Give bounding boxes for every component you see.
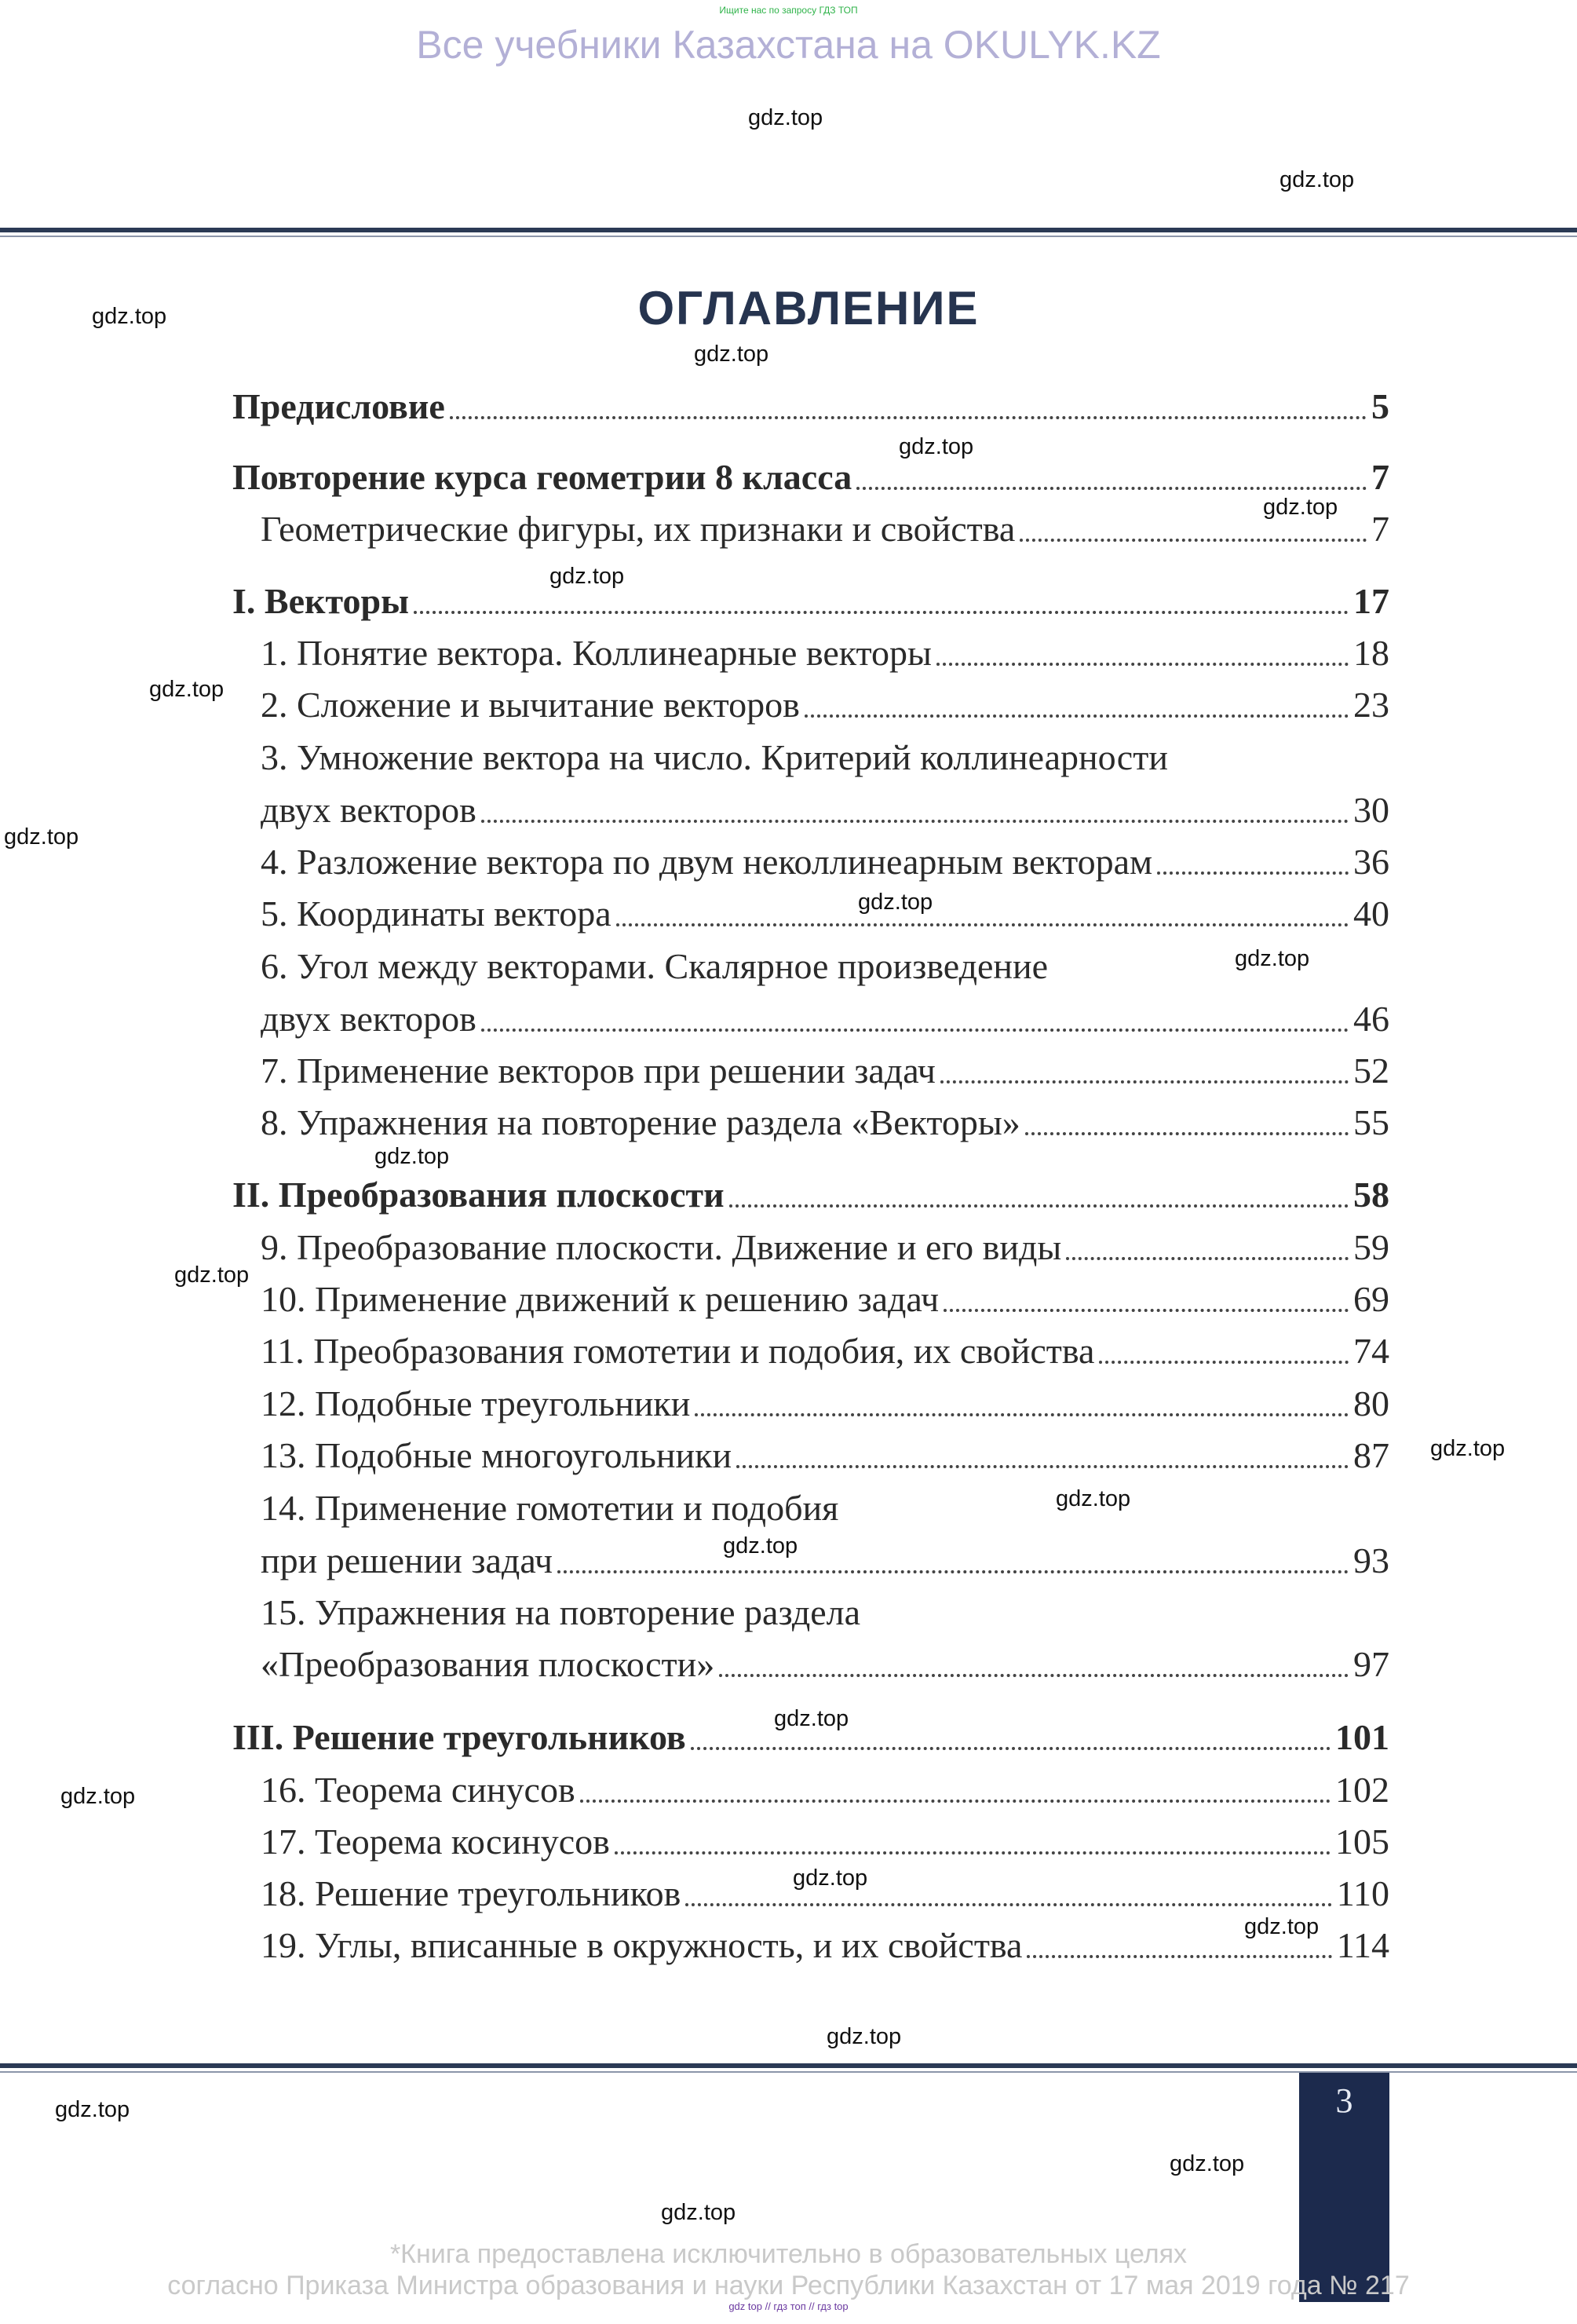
toc-entry[interactable]	[261, 788, 1389, 832]
toc-entry-title: 19. Углы, вписанные в окружность, и их свойства	[261, 1925, 1023, 1965]
watermark-text: gdz.top	[174, 1262, 250, 1288]
toc-title: ОГЛАВЛЕНИЕ	[637, 282, 980, 334]
watermark-text: gdz.top	[1263, 495, 1338, 520]
toc-page-number: 55	[1353, 1102, 1389, 1142]
toc-page-number: 17	[1353, 581, 1389, 621]
dot-leader	[685, 1903, 1331, 1906]
watermark-text: gdz.top	[374, 1144, 450, 1169]
dot-leader	[729, 1204, 1349, 1208]
dot-leader	[736, 1465, 1349, 1468]
toc-page-number: 58	[1353, 1175, 1389, 1215]
toc-page-number: 52	[1353, 1051, 1389, 1091]
toc-entry[interactable]	[261, 1101, 1389, 1145]
toc-entry-title: 13. Подобные многоугольники	[261, 1435, 732, 1475]
toc-entry-title: 11. Преобразования гомотетии и подобия, их свойства	[261, 1331, 1095, 1371]
toc-entry-title: 7. Применение векторов при решении задач	[261, 1051, 936, 1091]
watermark-text: gdz.top	[149, 677, 225, 702]
toc-entry[interactable]	[261, 1434, 1389, 1478]
toc-entry-title: Предисловие	[232, 386, 445, 426]
dot-leader	[691, 1747, 1331, 1750]
watermark-text: gdz.top	[774, 1706, 849, 1731]
toc-entry-title: 15. Упражнения на повторение раздела	[261, 1592, 861, 1632]
watermark-text: gdz.top	[1244, 1914, 1320, 1939]
watermark-text: gdz.top	[1056, 1486, 1131, 1511]
top-rule	[0, 228, 1577, 232]
dot-leader	[481, 820, 1349, 823]
toc-page-number: 80	[1353, 1383, 1389, 1423]
toc-entry[interactable]	[232, 1173, 1389, 1217]
dot-leader	[481, 1029, 1349, 1032]
toc-page-number: 40	[1353, 893, 1389, 934]
toc-page-number: 114	[1336, 1925, 1389, 1965]
bottom-rule	[0, 2063, 1577, 2068]
toc-page-number: 69	[1353, 1279, 1389, 1319]
toc-entry-title: 8. Упражнения на повторение раздела «Векторы»	[261, 1102, 1020, 1142]
toc-page-number: 97	[1353, 1644, 1389, 1684]
toc-page-number: 46	[1353, 999, 1389, 1039]
toc-entry[interactable]	[261, 683, 1389, 727]
dot-leader	[1099, 1361, 1349, 1364]
dot-leader	[1066, 1257, 1349, 1260]
watermark-text: gdz.top	[1279, 167, 1355, 192]
toc-page-number: 102	[1335, 1770, 1389, 1810]
dot-leader	[1027, 1955, 1331, 1958]
search-hint: Ищите нас по запросу ГДЗ ТОП	[719, 5, 858, 16]
toc-page-number: 101	[1335, 1717, 1389, 1757]
toc-page-number: 110	[1336, 1873, 1389, 1913]
toc-entry-title: Повторение курса геометрии 8 класса	[232, 457, 852, 497]
watermark-text: gdz.top	[723, 1533, 798, 1558]
dot-leader	[805, 714, 1349, 718]
watermark-text: gdz.top	[1430, 1436, 1506, 1461]
watermark-text: gdz.top	[549, 564, 625, 589]
watermark-text: gdz.top	[748, 105, 823, 130]
watermark-text: gdz.top	[92, 304, 167, 329]
dot-leader	[1020, 539, 1367, 542]
toc-entry-title: 4. Разложение вектора по двум неколлинеарным векторам	[261, 842, 1153, 882]
footer-links[interactable]: gdz top // гдз топ // гдз top	[728, 2300, 849, 2312]
toc-entry-title: 18. Решение треугольников	[261, 1873, 681, 1913]
site-banner[interactable]: Все учебники Казахстана на OKULYK.KZ	[416, 23, 1161, 67]
watermark-text: gdz.top	[858, 890, 933, 915]
dot-leader	[944, 1309, 1349, 1312]
toc-entry-title: 9. Преобразование плоскости. Движение и его виды	[261, 1227, 1062, 1267]
toc-entry-title: II. Преобразования плоскости	[232, 1175, 725, 1215]
dot-leader	[940, 1080, 1349, 1083]
toc-entry[interactable]	[261, 1382, 1389, 1426]
toc-entry[interactable]	[261, 997, 1389, 1041]
dot-leader	[557, 1570, 1349, 1573]
toc-page-number: 5	[1371, 386, 1389, 426]
watermark-text: gdz.top	[1170, 2151, 1245, 2176]
top-rule-thin	[0, 236, 1577, 237]
watermark-text: gdz.top	[55, 2097, 130, 2122]
watermark-text: gdz.top	[661, 2200, 736, 2225]
toc-entry[interactable]	[261, 1924, 1389, 1968]
dot-leader	[719, 1674, 1349, 1677]
toc-page-number: 7	[1371, 457, 1389, 497]
watermark-text: gdz.top	[694, 342, 769, 367]
toc-entry-title: 14. Применение гомотетии и подобия	[261, 1488, 839, 1528]
dot-leader	[580, 1800, 1331, 1803]
toc-page-number: 23	[1353, 685, 1389, 725]
dot-leader	[615, 1851, 1331, 1854]
toc-entry-title: двух векторов	[261, 790, 476, 830]
toc-page-number: 59	[1353, 1227, 1389, 1267]
toc-entry-title: III. Решение треугольников	[232, 1717, 686, 1757]
toc-entry[interactable]	[261, 1539, 1389, 1583]
page-number: 3	[1335, 2081, 1353, 2120]
toc-page-number: 74	[1353, 1331, 1389, 1371]
toc-entry-title: 16. Теорема синусов	[261, 1770, 575, 1810]
toc-page-number: 30	[1353, 790, 1389, 830]
dot-leader	[450, 416, 1367, 419]
dot-leader	[856, 487, 1367, 490]
toc-entry-title: «Преобразования плоскости»	[261, 1644, 715, 1684]
toc-entry[interactable]	[261, 1768, 1389, 1812]
toc-page-number: 105	[1335, 1822, 1389, 1862]
watermark-text: gdz.top	[899, 434, 974, 459]
toc-entry-title: 3. Умножение вектора на число. Критерий коллинеарности	[261, 737, 1168, 777]
watermark-text: gdz.top	[4, 824, 79, 850]
toc-entry-title: 10. Применение движений к решению задач	[261, 1279, 940, 1319]
toc-entry[interactable]	[261, 1643, 1389, 1686]
toc-entry[interactable]	[261, 631, 1389, 675]
toc-entry-title: I. Векторы	[232, 581, 409, 621]
toc-entry[interactable]	[261, 892, 1389, 936]
toc-page-number: 87	[1353, 1435, 1389, 1475]
toc-entry-title: 6. Угол между векторами. Скалярное произведение	[261, 946, 1049, 986]
toc-entry-title: 2. Сложение и вычитание векторов	[261, 685, 800, 725]
toc-entry-title: 1. Понятие вектора. Коллинеарные векторы	[261, 633, 932, 673]
dot-leader	[1025, 1132, 1349, 1135]
dot-leader	[616, 923, 1349, 926]
toc-entry-title: Геометрические фигуры, их признаки и свойства	[261, 509, 1016, 549]
watermark-text: gdz.top	[793, 1865, 868, 1891]
toc-page-number: 36	[1353, 842, 1389, 882]
toc-page-number: 7	[1371, 509, 1389, 549]
toc-entry-title: 12. Подобные треугольники	[261, 1383, 691, 1423]
toc-entry-title: двух векторов	[261, 999, 476, 1039]
disclaimer-line-2: согласно Приказа Министра образования и науки Республики Казахстан от 17 мая 2019 года № 217	[167, 2271, 1410, 2300]
watermark-text: gdz.top	[1235, 946, 1310, 971]
toc-page-number: 18	[1353, 633, 1389, 673]
toc-entry[interactable]	[232, 579, 1389, 623]
toc-entry[interactable]	[261, 1820, 1389, 1864]
dot-leader	[695, 1413, 1349, 1416]
dot-leader	[414, 611, 1349, 614]
dot-leader	[1157, 872, 1349, 875]
toc-entry[interactable]	[261, 507, 1389, 551]
watermark-text: gdz.top	[827, 2024, 902, 2049]
toc-entry[interactable]	[261, 1226, 1389, 1270]
toc-entry-title: 17. Теорема косинусов	[261, 1822, 610, 1862]
toc-page-number: 93	[1353, 1540, 1389, 1580]
toc-entry[interactable]	[261, 1277, 1389, 1321]
toc-entry[interactable]	[261, 840, 1389, 884]
toc-entry-title: при решении задач	[261, 1540, 553, 1580]
toc-entry[interactable]	[261, 1329, 1389, 1373]
disclaimer-line-1: *Книга предоставлена исключительно в образовательных целях	[389, 2239, 1188, 2269]
toc-entry[interactable]	[232, 385, 1389, 429]
toc-entry-title: 5. Координаты вектора	[261, 893, 611, 934]
watermark-text: gdz.top	[60, 1784, 136, 1809]
toc-entry[interactable]	[232, 455, 1389, 499]
dot-leader	[936, 663, 1349, 666]
toc-entry[interactable]	[261, 1049, 1389, 1093]
